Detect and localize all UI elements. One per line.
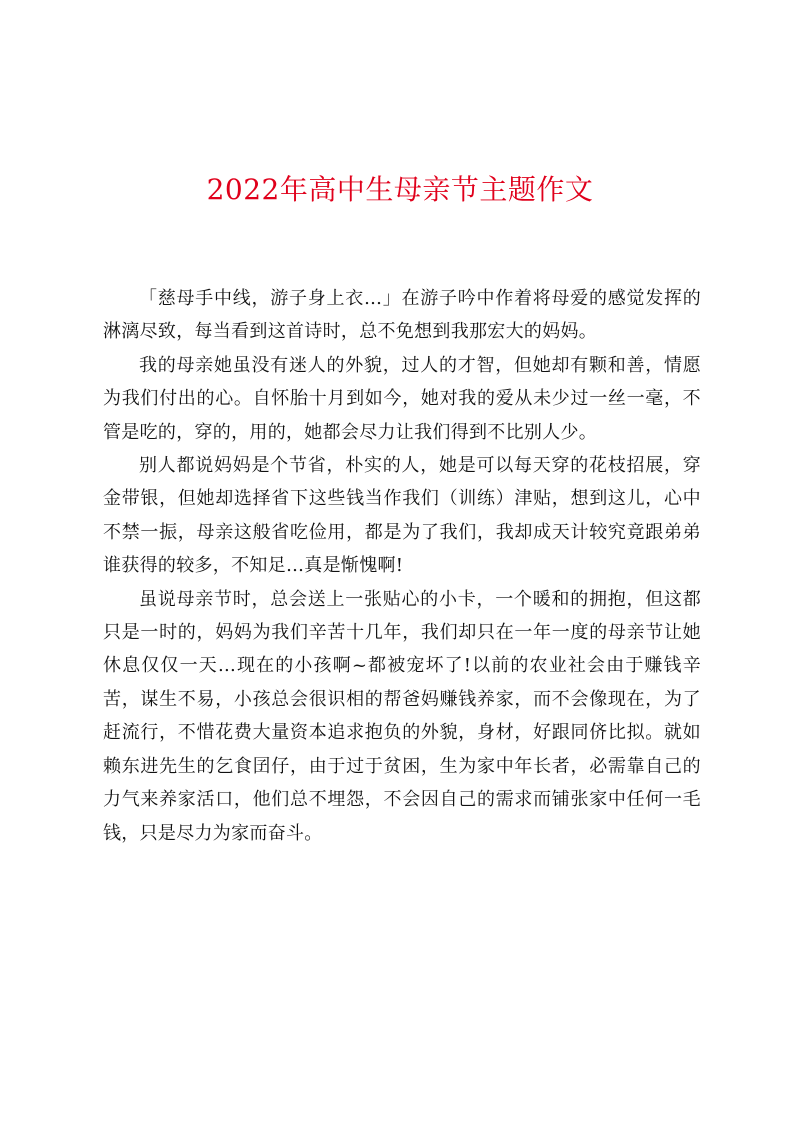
document-body: [103, 282, 701, 850]
document-title: 2022年高中生母亲节主题作文: [206, 173, 594, 206]
paragraph-1: 「慈母手中线，游子身上衣…」在游子吟中作着将母爱的感觉发挥的淋漓尽致，每当看到这首诗时，总不免想到我那宏大的妈妈。: [103, 288, 701, 343]
paragraph-2: 我的母亲她虽没有迷人的外貌，过人的才智，但她却有颗和善，情愿为我们付出的心。自怀胎十月到如今，她对我的爱从未少过一丝一毫，不管是吃的，穿的，用的，她都会尽力让我们得到不比别人少。: [103, 354, 701, 443]
paragraph-3: 别人都说妈妈是个节省，朴实的人，她是可以每天穿的花枝招展，穿金带银，但她却选择省下这些钱当作我们（训练）津贴，想到这儿，心中不禁一振，母亲这般省吃俭用，都是为了我们，我却成天计较究竟跟弟弟谁获得的较多，不知足…真是惭愧啊!: [103, 455, 701, 577]
paragraph-4: 虽说母亲节时，总会送上一张贴心的小卡，一个暖和的拥抱，但这都只是一时的，妈妈为我们辛苦十几年，我们却只在一年一度的母亲节让她休息仅仅一天…现在的小孩啊~都被宠坏了!以前的农业社会由于赚钱辛苦，谋生不易，小孩总会很识相的帮爸妈赚钱养家，而不会像现在，为了赶流行，不惜花费大量资本追求抱负的外貌，身材，好跟同侪比拟。就如赖东进先生的乞食囝仔，由于过于贫困，生为家中年长者，必需靠自己的力气来养家活口，他们总不埋怨，不会因自己的需求而铺张家中任何一毛钱，只是尽力为家而奋斗。: [103, 588, 701, 844]
